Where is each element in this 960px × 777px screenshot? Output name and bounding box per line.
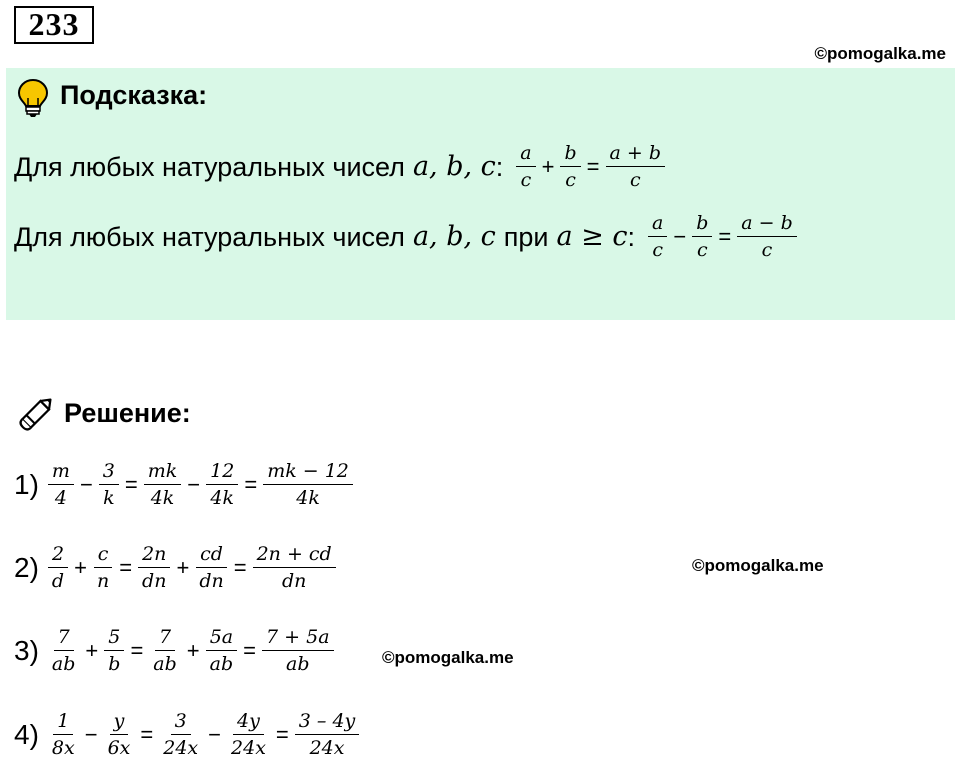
denominator: n — [96, 570, 110, 592]
row-label: 2) — [14, 551, 39, 583]
fraction — [48, 626, 80, 675]
fraction — [149, 626, 181, 675]
denominator: ab — [153, 653, 177, 675]
equals-sign: = — [718, 223, 732, 249]
problem-number: 233 — [14, 6, 94, 44]
fraction — [99, 460, 119, 509]
numerator: 1 — [53, 710, 73, 735]
denominator: dn — [199, 570, 224, 592]
rule1-prefix: Для любых натуральных чисел — [14, 151, 405, 182]
rule2-vars: a, b, c — [412, 220, 496, 252]
numerator: 7 + 5a — [262, 626, 334, 651]
fraction — [206, 460, 238, 509]
equals-sign: = — [140, 721, 154, 747]
numerator: 5 — [104, 626, 124, 651]
denominator: 4k — [296, 487, 320, 509]
hint-rule-1 — [14, 142, 668, 191]
fraction — [48, 460, 74, 509]
row-label: 3) — [14, 634, 39, 666]
rule1-frac-sum — [606, 142, 666, 191]
numerator: mk — [144, 460, 182, 485]
fraction — [295, 710, 360, 759]
equals-sign: = — [243, 637, 257, 663]
numerator: 2n — [138, 543, 170, 568]
solution-row-2 — [14, 543, 339, 592]
denominator: ab — [209, 653, 234, 675]
rule2-mid: при — [503, 221, 549, 252]
rule2-colon: : — [627, 221, 636, 252]
plus-sign: + — [74, 554, 87, 580]
numerator: 3 — [99, 460, 119, 485]
equals-sign: = — [119, 554, 133, 580]
rule1-frac-b-c — [560, 142, 580, 191]
rule1-vars: a, b, c — [412, 150, 496, 182]
denominator: ab — [51, 653, 76, 675]
equals-sign: = — [130, 637, 144, 663]
fraction — [138, 543, 170, 592]
fraction — [104, 710, 135, 759]
denominator: c — [629, 169, 641, 191]
solution-row-1 — [14, 460, 356, 509]
equals-sign: = — [244, 471, 258, 497]
denominator: c — [565, 169, 576, 191]
denominator: 8x — [51, 737, 75, 759]
denominator: 24x — [163, 737, 199, 759]
hint-rule-2 — [14, 212, 800, 261]
minus-sign: − — [79, 471, 93, 497]
fraction — [159, 710, 202, 759]
solution-title: Решение: — [64, 398, 191, 428]
fraction — [263, 460, 353, 509]
plus-sign: + — [541, 153, 555, 179]
row-label: 4) — [14, 718, 39, 750]
fraction — [104, 626, 124, 675]
rule2-frac-b-c — [692, 212, 712, 261]
fraction — [253, 543, 336, 592]
numerator: y — [110, 710, 129, 735]
watermark-top: ©pomogalka.me — [814, 44, 946, 63]
equals-sign: = — [586, 153, 600, 179]
rule2-prefix: Для любых натуральных чисел — [14, 221, 405, 252]
pencil-icon — [16, 392, 58, 439]
denominator: c — [520, 169, 532, 191]
plus-sign: + — [186, 637, 200, 663]
plus-sign: + — [85, 637, 99, 663]
fraction — [227, 710, 270, 759]
numerator: a — [648, 212, 667, 237]
denominator: b — [108, 653, 121, 675]
numerator: a − b — [737, 212, 797, 237]
numerator: 7 — [54, 626, 74, 651]
numerator: a + b — [606, 142, 666, 167]
fraction — [195, 543, 227, 592]
numerator: 7 — [155, 626, 175, 651]
numerator: 12 — [206, 460, 238, 485]
numerator: cd — [196, 543, 227, 568]
denominator: k — [103, 487, 115, 509]
denominator: ab — [286, 653, 310, 675]
numerator: 5a — [206, 626, 237, 651]
equals-sign: = — [124, 471, 138, 497]
denominator: dn — [142, 570, 167, 592]
denominator: 4k — [210, 487, 235, 509]
numerator: 3 – 4y — [295, 710, 360, 735]
denominator: dn — [281, 570, 307, 592]
denominator: 4 — [54, 487, 67, 509]
fraction — [144, 460, 182, 509]
equals-sign: = — [233, 554, 247, 580]
fraction — [48, 710, 79, 759]
numerator: b — [560, 142, 580, 167]
minus-sign: − — [208, 721, 222, 747]
rule2-frac-diff — [737, 212, 797, 261]
watermark-middle: ©pomogalka.me — [692, 556, 824, 575]
denominator: c — [652, 239, 664, 261]
numerator: b — [692, 212, 712, 237]
denominator: c — [761, 239, 773, 261]
fraction — [48, 543, 68, 592]
denominator: 4k — [150, 487, 175, 509]
solution-row-3 — [14, 626, 337, 675]
numerator: m — [48, 460, 74, 485]
numerator: 2 — [48, 543, 68, 568]
denominator: 24x — [231, 737, 266, 759]
numerator: 4y — [233, 710, 264, 735]
minus-sign: − — [84, 721, 98, 747]
rule1-colon: : — [495, 151, 504, 182]
minus-sign: − — [187, 471, 201, 497]
solution-row-4 — [14, 710, 362, 759]
denominator: d — [51, 570, 65, 592]
rule1-frac-a-c — [516, 142, 535, 191]
rule2-condition: a ≥ c — [556, 220, 628, 252]
watermark-row3: ©pomogalka.me — [382, 648, 514, 667]
numerator: 2n + cd — [253, 543, 336, 568]
plus-sign: + — [176, 554, 190, 580]
numerator: c — [94, 543, 113, 568]
fraction — [206, 626, 238, 675]
hint-title: Подсказка: — [60, 80, 208, 110]
lightbulb-icon — [16, 78, 50, 123]
row-label: 1) — [14, 468, 39, 500]
minus-sign: − — [673, 223, 687, 249]
fraction — [262, 626, 334, 675]
denominator: c — [696, 239, 708, 261]
denominator: 24x — [309, 737, 345, 759]
numerator: 3 — [171, 710, 191, 735]
numerator: a — [516, 142, 535, 167]
numerator: mk − 12 — [263, 460, 353, 485]
fraction — [93, 543, 113, 592]
denominator: 6x — [107, 737, 131, 759]
rule2-frac-a-c — [648, 212, 667, 261]
equals-sign: = — [275, 721, 289, 747]
